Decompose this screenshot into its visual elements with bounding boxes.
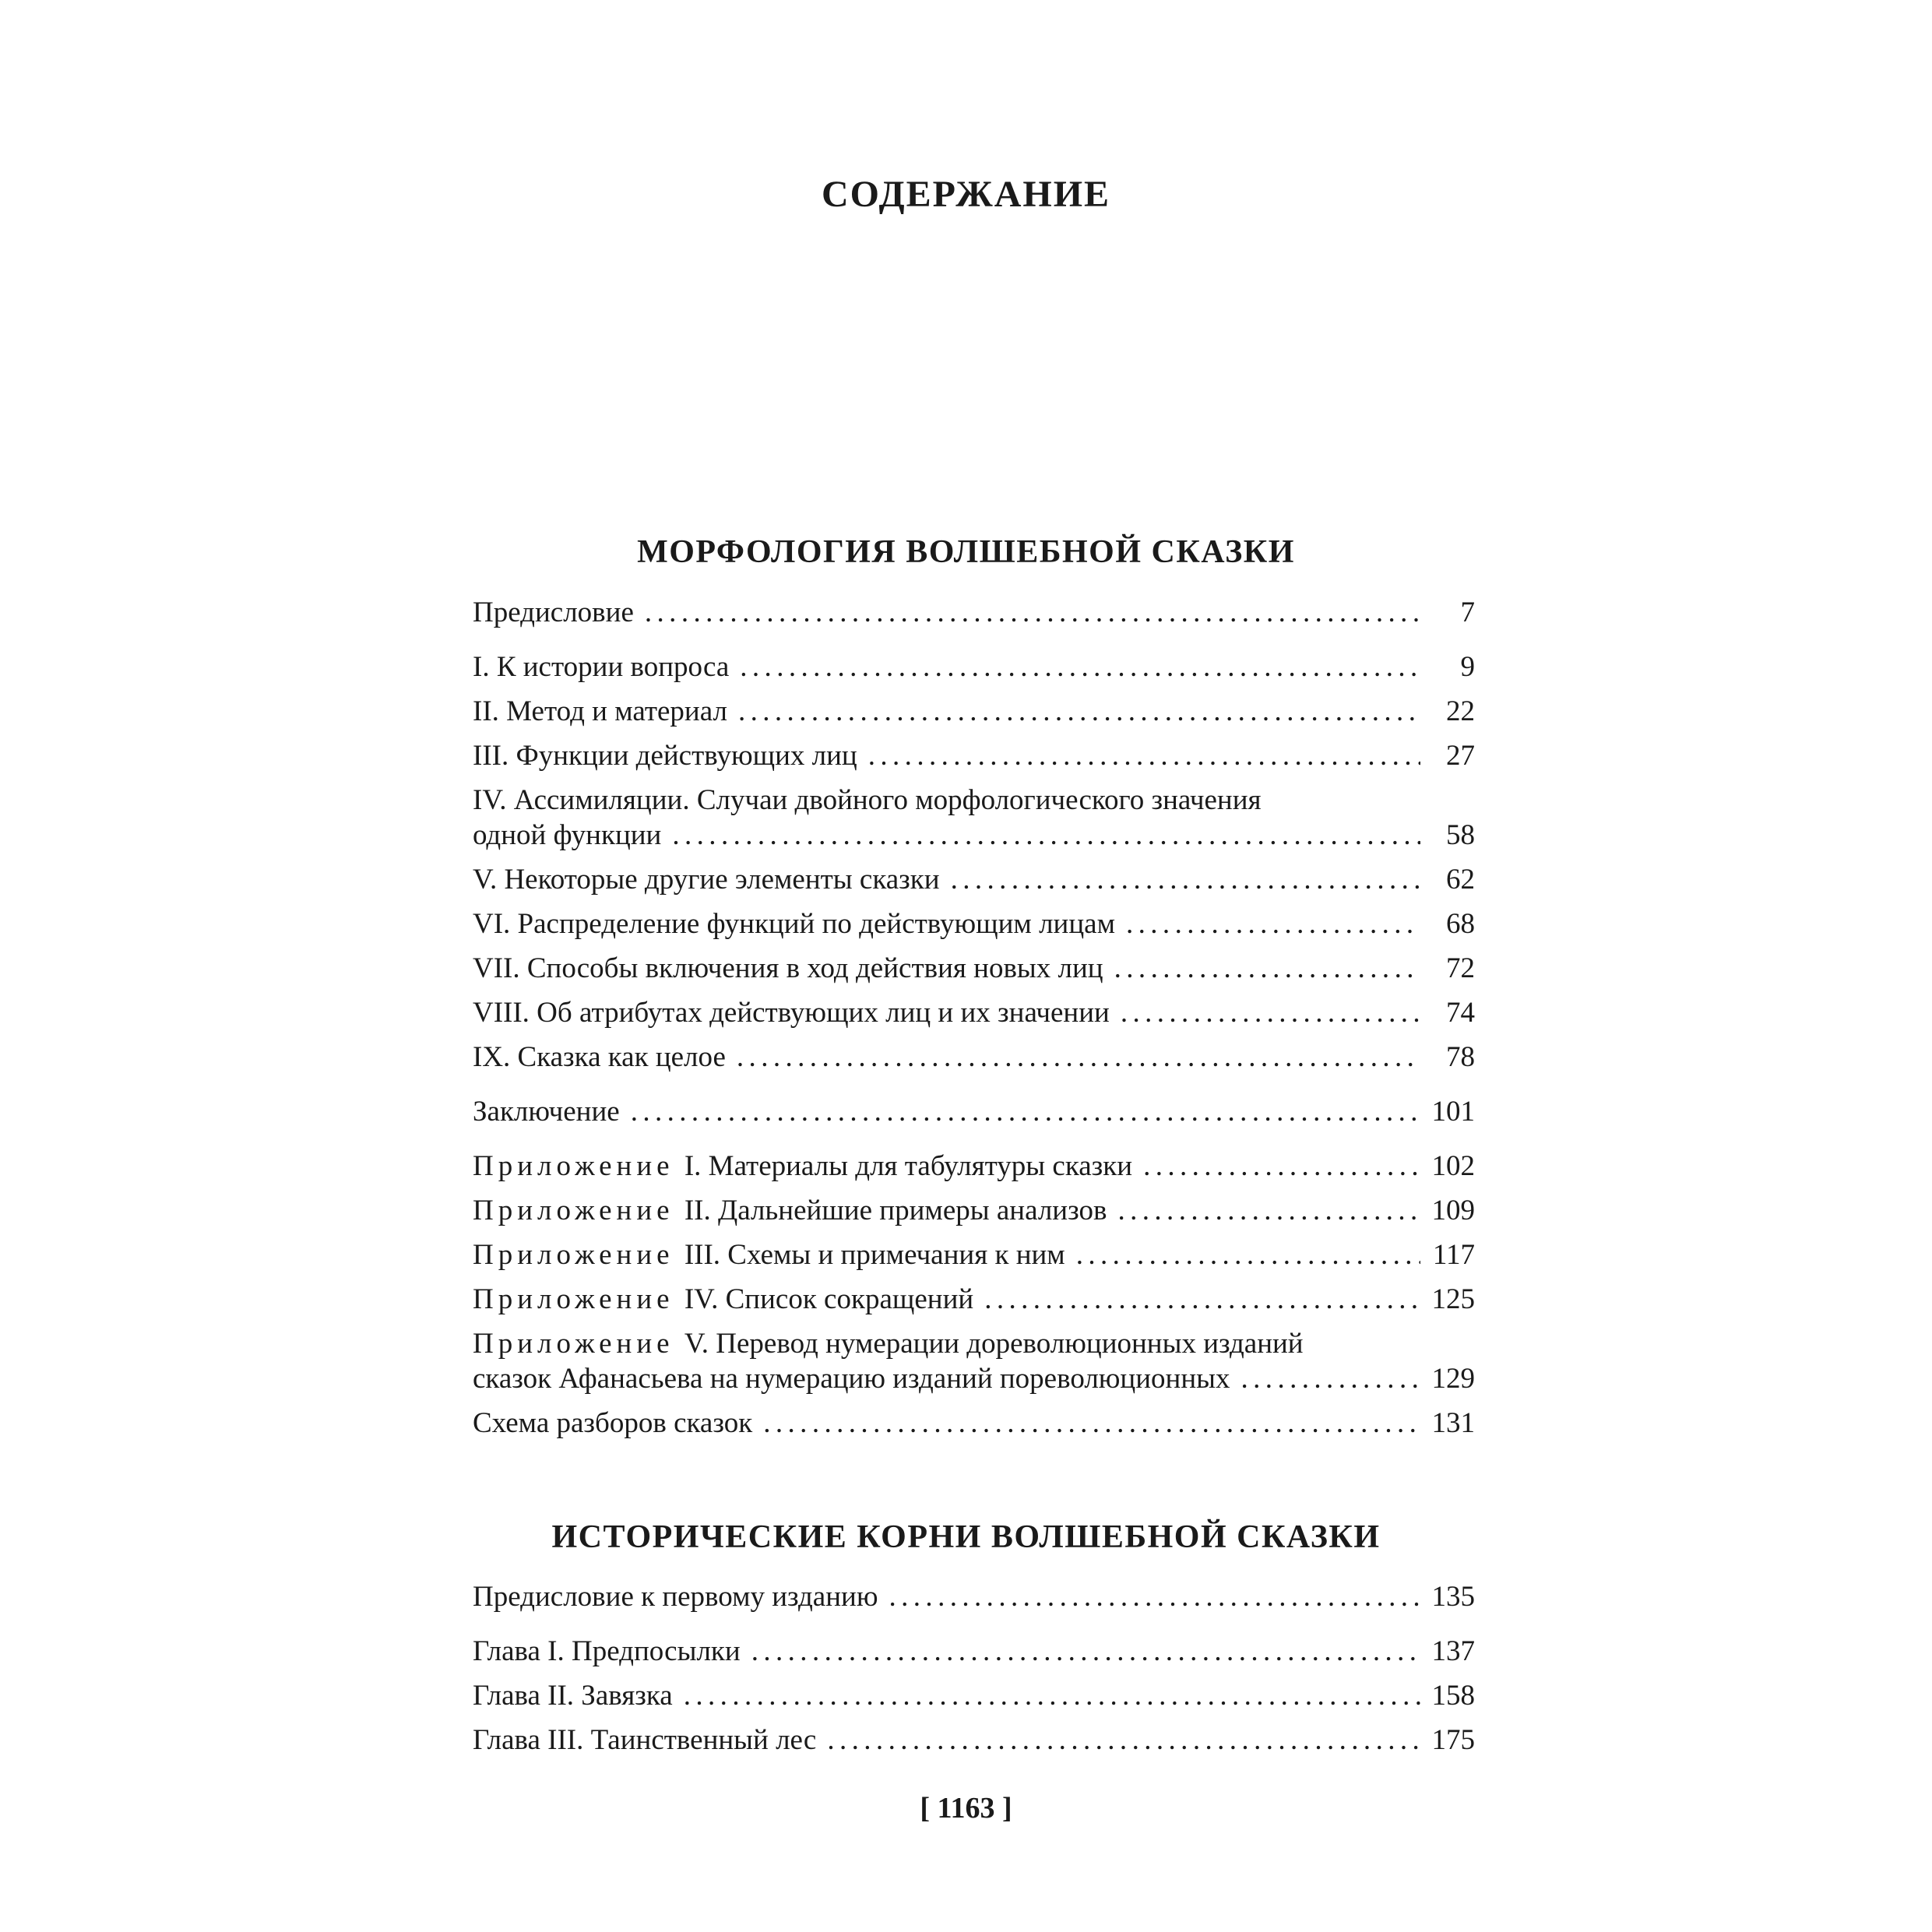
toc-entry[interactable] [473, 951, 1475, 986]
toc-entry-multiline[interactable] [473, 783, 1475, 853]
toc-entry-title: IV. Список сокращений [684, 1283, 974, 1315]
toc-entry-title: Глава III. Таинственный лес [473, 1724, 817, 1756]
leader-dots [1076, 1237, 1420, 1272]
toc-entry-page: 102 [1431, 1150, 1475, 1182]
toc-entry-title: Предисловие к первому изданию [473, 1581, 878, 1613]
toc-entry-title: одной функции [473, 819, 662, 851]
toc-entry-title-line1: IV. Ассимиляции. Случаи двойного морфологического значения [473, 784, 1262, 816]
toc-entry-page: 9 [1460, 651, 1475, 683]
toc-entry[interactable] [473, 595, 1475, 630]
toc-entry-page: 158 [1431, 1680, 1475, 1712]
toc-entry-appendix[interactable] [473, 1282, 1475, 1317]
leader-dots [868, 738, 1420, 773]
toc-entry[interactable] [473, 862, 1475, 897]
leader-dots [951, 862, 1420, 897]
toc-entry-page: 78 [1446, 1041, 1475, 1073]
toc-entry-title: VIII. Об атрибутах действующих лиц и их значении [473, 997, 1110, 1029]
leader-dots [827, 1723, 1420, 1758]
appendix-prefix: Приложение [473, 1195, 674, 1226]
leader-dots [984, 1282, 1420, 1317]
leader-dots [1117, 1193, 1420, 1228]
leader-dots [751, 1634, 1420, 1669]
toc-entry-appendix[interactable] [473, 1237, 1475, 1272]
toc-entry-page: 109 [1431, 1195, 1475, 1226]
toc-entry-page: 27 [1446, 740, 1475, 772]
toc-entry[interactable] [473, 694, 1475, 729]
page-title: СОДЕРЖАНИЕ [821, 174, 1111, 215]
toc-entry-appendix[interactable] [473, 1149, 1475, 1184]
toc-entry[interactable] [473, 906, 1475, 941]
appendix-prefix: Приложение [473, 1328, 674, 1360]
toc-entry-appendix-multiline[interactable] [473, 1326, 1475, 1396]
leader-dots [1143, 1149, 1420, 1184]
toc-entry-page: 117 [1432, 1239, 1475, 1271]
toc-entry-page: 68 [1446, 908, 1475, 940]
toc-entry-title: IX. Сказка как целое [473, 1041, 726, 1073]
toc-entry-title-line1: V. Перевод нумерации дореволюционных изданий [684, 1328, 1304, 1360]
toc-entry[interactable] [473, 649, 1475, 684]
leader-dots [1126, 906, 1420, 941]
toc-entry[interactable] [473, 1406, 1475, 1441]
leader-dots [1114, 951, 1420, 986]
toc-entry-title: Глава II. Завязка [473, 1680, 673, 1712]
toc-entry-title: II. Метод и материал [473, 695, 727, 727]
toc-entry-page: 22 [1446, 695, 1475, 727]
toc-entry[interactable] [473, 1678, 1475, 1713]
leader-dots [1121, 995, 1420, 1030]
toc-entry[interactable] [473, 1094, 1475, 1129]
toc-historical-roots [473, 1579, 1475, 1758]
appendix-prefix: Приложение [473, 1283, 674, 1315]
toc-morphology [473, 595, 1475, 1441]
leader-dots [737, 1040, 1420, 1075]
toc-entry[interactable] [473, 738, 1475, 773]
toc-entry-title: I. Материалы для табулятуры сказки [684, 1150, 1133, 1182]
toc-entry-page: 101 [1431, 1096, 1475, 1128]
toc-entry-title: Глава I. Предпосылки [473, 1635, 741, 1667]
toc-entry-page: 137 [1431, 1635, 1475, 1667]
section-title-historical-roots: ИСТОРИЧЕСКИЕ КОРНИ ВОЛШЕБНОЙ СКАЗКИ [551, 1519, 1381, 1555]
toc-entry-title: I. К истории вопроса [473, 651, 730, 683]
toc-entry-title: Предисловие [473, 596, 634, 628]
toc-entry-title: V. Некоторые другие элементы сказки [473, 864, 940, 896]
leader-dots [645, 595, 1420, 630]
toc-entry-page: 175 [1431, 1724, 1475, 1756]
toc-entry-title: III. Схемы и примечания к ним [684, 1239, 1065, 1271]
toc-entry-page: 58 [1446, 819, 1475, 851]
toc-entry-title: VI. Распределение функций по действующим лицам [473, 908, 1115, 940]
toc-entry-page: 7 [1460, 596, 1475, 628]
toc-entry[interactable] [473, 1040, 1475, 1075]
toc-entry-title: сказок Афанасьева на нумерацию изданий пореволюционных [473, 1363, 1230, 1395]
toc-entry[interactable] [473, 1723, 1475, 1758]
toc-entry-title: VII. Способы включения в ход действия новых лиц [473, 952, 1103, 984]
toc-entry-title: Заключение [473, 1096, 620, 1128]
toc-entry-page: 135 [1431, 1581, 1475, 1613]
leader-dots [684, 1678, 1420, 1713]
toc-entry-page: 72 [1446, 952, 1475, 984]
page-number: [ 1163 ] [920, 1792, 1012, 1825]
appendix-prefix: Приложение [473, 1150, 674, 1182]
appendix-prefix: Приложение [473, 1239, 674, 1271]
leader-dots [1241, 1361, 1421, 1396]
leader-dots [763, 1406, 1420, 1441]
toc-entry-appendix[interactable] [473, 1193, 1475, 1228]
toc-entry[interactable] [473, 1634, 1475, 1669]
toc-entry-title: III. Функции действующих лиц [473, 740, 857, 772]
leader-dots [631, 1094, 1420, 1129]
toc-entry[interactable] [473, 995, 1475, 1030]
leader-dots [889, 1579, 1420, 1614]
leader-dots [738, 694, 1420, 729]
toc-entry-page: 131 [1431, 1407, 1475, 1439]
toc-entry[interactable] [473, 1579, 1475, 1614]
leader-dots [672, 818, 1420, 853]
toc-entry-page: 125 [1431, 1283, 1475, 1315]
toc-entry-title: Схема разборов сказок [473, 1407, 753, 1439]
toc-entry-page: 62 [1446, 864, 1475, 896]
section-title-morphology: МОРФОЛОГИЯ ВОЛШЕБНОЙ СКАЗКИ [637, 534, 1295, 570]
toc-entry-page: 74 [1446, 997, 1475, 1029]
leader-dots [740, 649, 1420, 684]
toc-entry-page: 129 [1431, 1363, 1475, 1395]
toc-entry-title: II. Дальнейшие примеры анализов [684, 1195, 1107, 1226]
